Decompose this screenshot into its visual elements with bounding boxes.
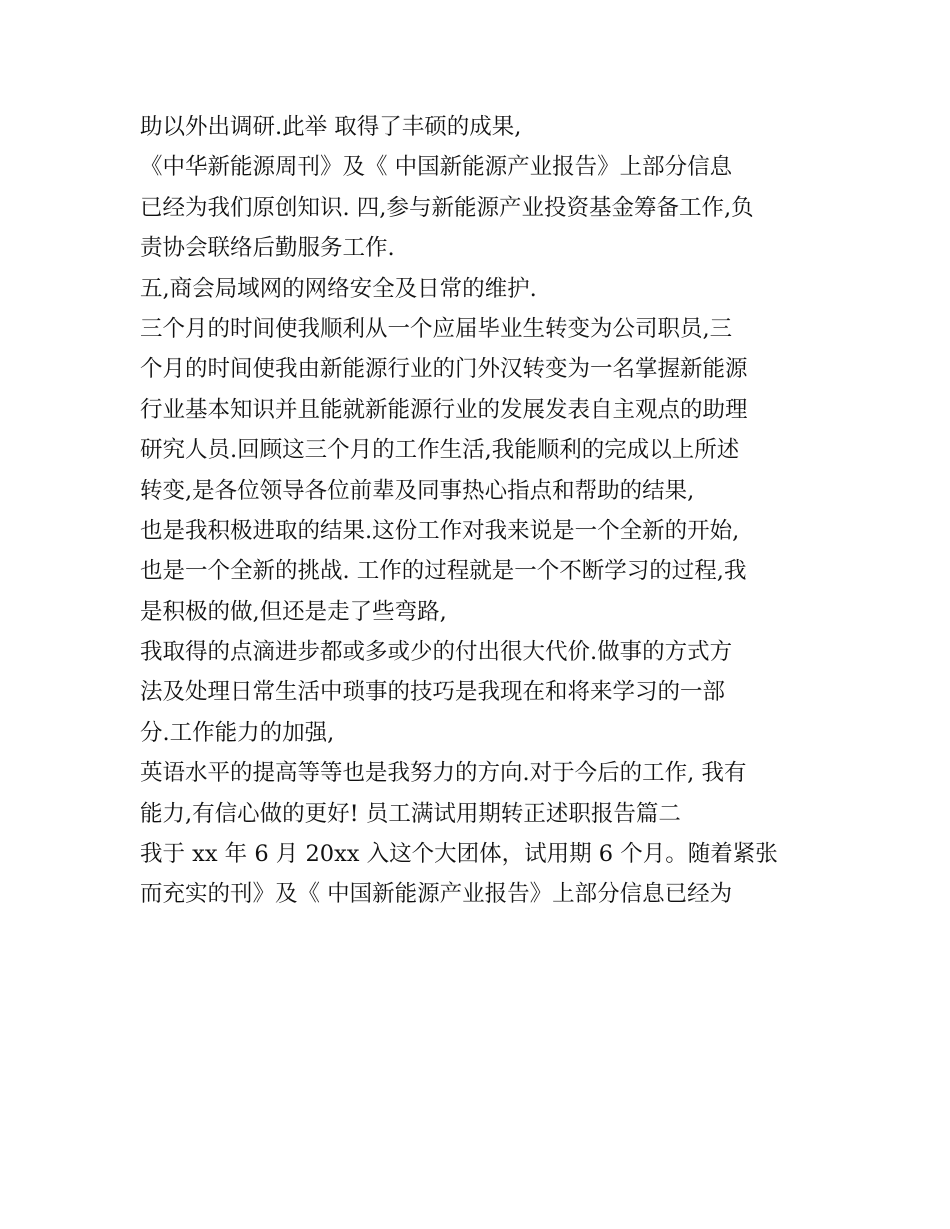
text-line: 是积极的做,但还是走了些弯路, <box>140 598 447 625</box>
text-line: 能力,有信心做的更好! 员工满试用期转正述职报告篇二 <box>140 800 681 827</box>
text-line: 个月的时间使我由新能源行业的门外汉转变为一名掌握新能源 <box>140 356 748 383</box>
text-line: 分.工作能力的加强, <box>140 719 335 746</box>
text-line: 英语水平的提高等等也是我努力的方向.对于今后的工作, 我有 <box>140 760 747 787</box>
text-line: 《中华新能源周刊》及《 中国新能源产业报告》上部分信息 <box>140 154 733 181</box>
text-line: 而充实的刊》及《 中国新能源产业报告》上部分信息已经为 <box>140 881 733 908</box>
text-line: 转变,是各位领导各位前辈及同事热心指点和帮助的结果, <box>140 477 695 504</box>
text-line: 已经为我们原创知识. 四,参与新能源产业投资基金筹备工作,负 <box>140 194 754 221</box>
text-line: 三个月的时间使我顺利从一个应届毕业生转变为公司职员,三 <box>140 315 733 342</box>
text-line: 研究人员.回顾这三个月的工作生活,我能顺利的完成以上所述 <box>140 437 740 464</box>
text-line: 行业基本知识并且能就新能源行业的发展发表自主观点的助理 <box>140 396 748 423</box>
text-line: 我取得的点滴进步都或多或少的付出很大代价.做事的方式方 <box>140 639 733 666</box>
text-line: 助以外出调研.此举 取得了丰硕的成果, <box>140 114 522 140</box>
text-line: 责协会联络后勤服务工作. <box>140 235 395 262</box>
text-line: 也是一个全新的挑战. 工作的过程就是一个不断学习的过程,我 <box>140 558 747 585</box>
text-line: 法及处理日常生活中琐事的技巧是我现在和将来学习的一部 <box>140 679 726 706</box>
document-body <box>140 107 830 915</box>
text-line: 五,商会局域网的网络安全及日常的维护. <box>140 275 537 302</box>
text-line: 也是我积极进取的结果.这份工作对我来说是一个全新的开始, <box>140 517 740 544</box>
text-line: 我于 xx 年 6 月 20xx 入这个大团体，试用期 6 个月。随着紧张 <box>140 841 778 868</box>
